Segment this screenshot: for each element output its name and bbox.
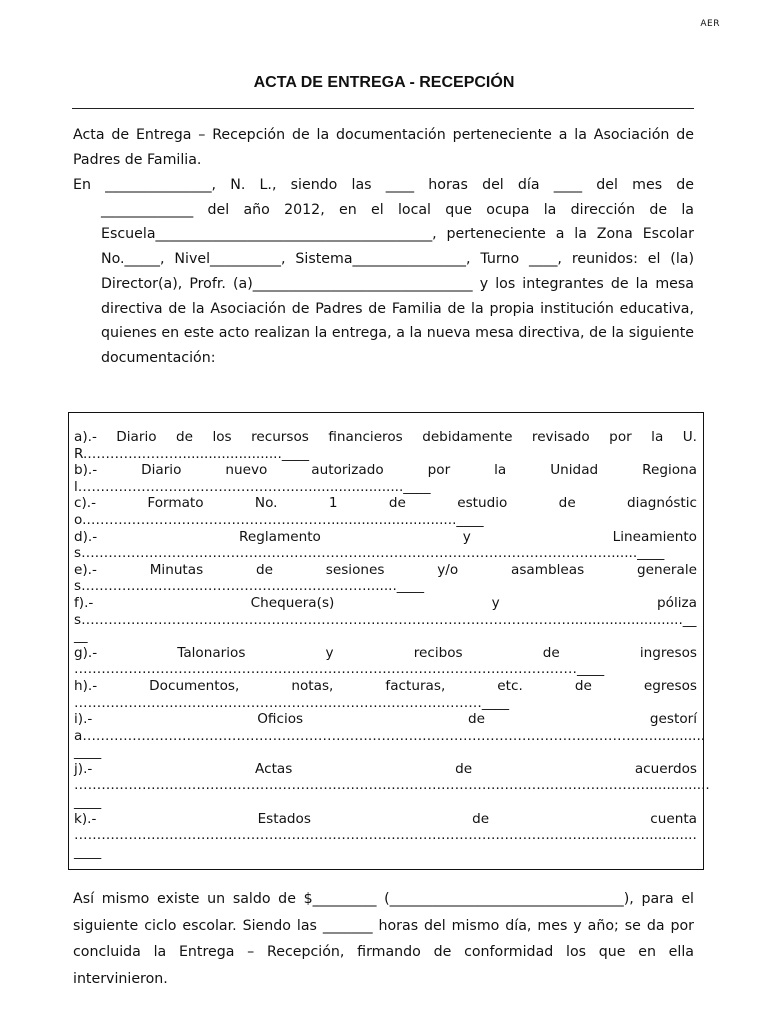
documentation-item: f).- Chequera(s) y pólizas………………………………………………………………………………………………..........................____ (74, 594, 697, 645)
documentation-item: c).- Formato No. 1 de estudio de diagnóstico.……………………………………………….............................____ (74, 495, 697, 528)
body-first-line: En _______________, N. L., siendo las ____ horas del día ____ del mes de (73, 177, 694, 193)
documentation-list (74, 429, 710, 860)
documentation-item: e).- Minutas de sesiones y/o asambleas generales……………………………………………………….......____ (74, 561, 697, 595)
documentation-box (68, 412, 710, 870)
documentation-item: k).- Estados de cuenta ………………………………………………………………………………………………………………............____ (74, 810, 697, 860)
document-title: ACTA DE ENTREGA - RECEPCIÓN (253, 74, 515, 91)
body-paragraph (73, 173, 694, 371)
documentation-item: i).- Oficios de gestoría………………………………………………………………………………………………………………............____ (74, 711, 706, 761)
documentation-item: h).- Documentos, notas, facturas, etc. de egresos ………………………………………………………………………………____ (74, 677, 697, 711)
title-divider (72, 108, 694, 109)
documentation-item: j).- Actas de acuerdos ………………………………………………………………………………………………………………...............____ (74, 760, 710, 811)
documentation-item: d).- Reglamento y Lineamientos………………………………………………………………………………………………………......____ (74, 528, 697, 562)
documentation-item: b).- Diario nuevo autorizado por la Unidad Regional………………………………….……..…......................____ (74, 462, 697, 495)
header-code: AER (700, 19, 720, 29)
intro-paragraph: Acta de Entrega – Recepción de la documentación perteneciente a la Asociación de Padres de Familia. (73, 127, 694, 168)
documentation-item: a).- Diario de los recursos financieros debidamente revisado por la U.R.………………….......................____ (74, 429, 697, 462)
closing-paragraph: Así mismo existe un saldo de $_________ (_________________________________), para el siguiente ciclo escolar. Siendo las _______ horas del mismo día, mes y año; se da por concluida la Entrega – Recepción, firmando de conformidad los que en ella intervinieron. (73, 891, 694, 987)
body-text: _____________ del año 2012, en el local que ocupa la dirección de la Escuela_______________________________________, perteneciente a la Zona Escolar No._____, Nivel__________, Sistema________________, Turno ____, reunidos: el (la) Director(a), Profr. (a)_______________________________ y los integrantes de la mesa directiva de la Asociación de Padres de Familia de la propia institución educativa, quienes en este acto realizan la entrega, a la nueva mesa directiva, de la siguiente documentación: (101, 201, 694, 366)
documentation-item: g).- Talonarios y recibos de ingresos …………………………………………………………………………………………………____ (74, 644, 697, 678)
